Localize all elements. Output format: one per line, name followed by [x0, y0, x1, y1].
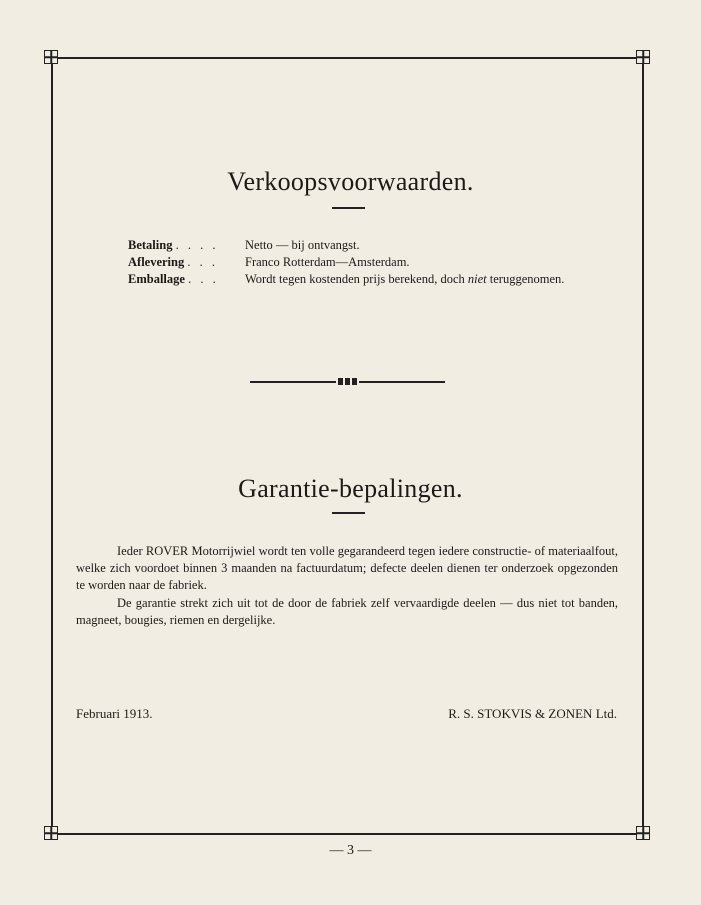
term-value: Wordt tegen kostenden prijs berekend, doch	[245, 272, 468, 286]
warranty-text	[76, 543, 618, 629]
frame-bottom-rule	[51, 833, 643, 835]
term-leader-dots: . . .	[187, 255, 218, 269]
term-row-emballage	[128, 271, 564, 288]
term-label: Emballage	[128, 272, 185, 286]
term-row-aflevering	[128, 254, 564, 271]
warranty-title: Garantie-bepalingen.	[238, 474, 463, 503]
section-divider-ornament	[250, 378, 445, 386]
company-signature: R. S. STOKVIS & ZONEN Ltd.	[448, 706, 617, 721]
warranty-paragraph: De garantie strekt zich uit tot de door de fabriek zelf vervaardigde deelen — dus niet tot banden, magneet, bougies, riemen en dergelijke.	[76, 595, 618, 627]
term-value: Franco Rotterdam—Amsterdam.	[245, 255, 410, 269]
sale-conditions-list	[128, 237, 564, 288]
term-value-suffix: teruggenomen.	[486, 272, 565, 286]
page-number: — 3 —	[329, 843, 372, 858]
date-line: Februari 1913.	[76, 706, 153, 721]
corner-ornament-icon	[44, 826, 58, 840]
term-label: Betaling	[128, 238, 173, 252]
warranty-paragraph: Ieder ROVER Motorrijwiel wordt ten volle gegarandeerd tegen iedere constructie- of materiaalfout, welke zich voordoet binnen 3 maanden na factuurdatum; defecte deelen dienen ter onderzoek opgezonden te worden naar de fabriek.	[76, 544, 618, 593]
title-divider	[332, 512, 365, 514]
sale-conditions-title: Verkoopsvoorwaarden.	[227, 167, 474, 196]
corner-ornament-icon	[636, 826, 650, 840]
term-leader-dots: . . . .	[175, 238, 219, 252]
frame-top-rule	[51, 57, 643, 59]
corner-ornament-icon	[636, 50, 650, 64]
title-divider	[332, 207, 365, 209]
term-value: Netto — bij ontvangst.	[245, 238, 360, 252]
term-row-betaling	[128, 237, 564, 254]
term-label: Aflevering	[128, 255, 185, 269]
term-leader-dots: . . .	[188, 272, 219, 286]
corner-ornament-icon	[44, 50, 58, 64]
term-value-emphasis: niet	[467, 272, 487, 286]
